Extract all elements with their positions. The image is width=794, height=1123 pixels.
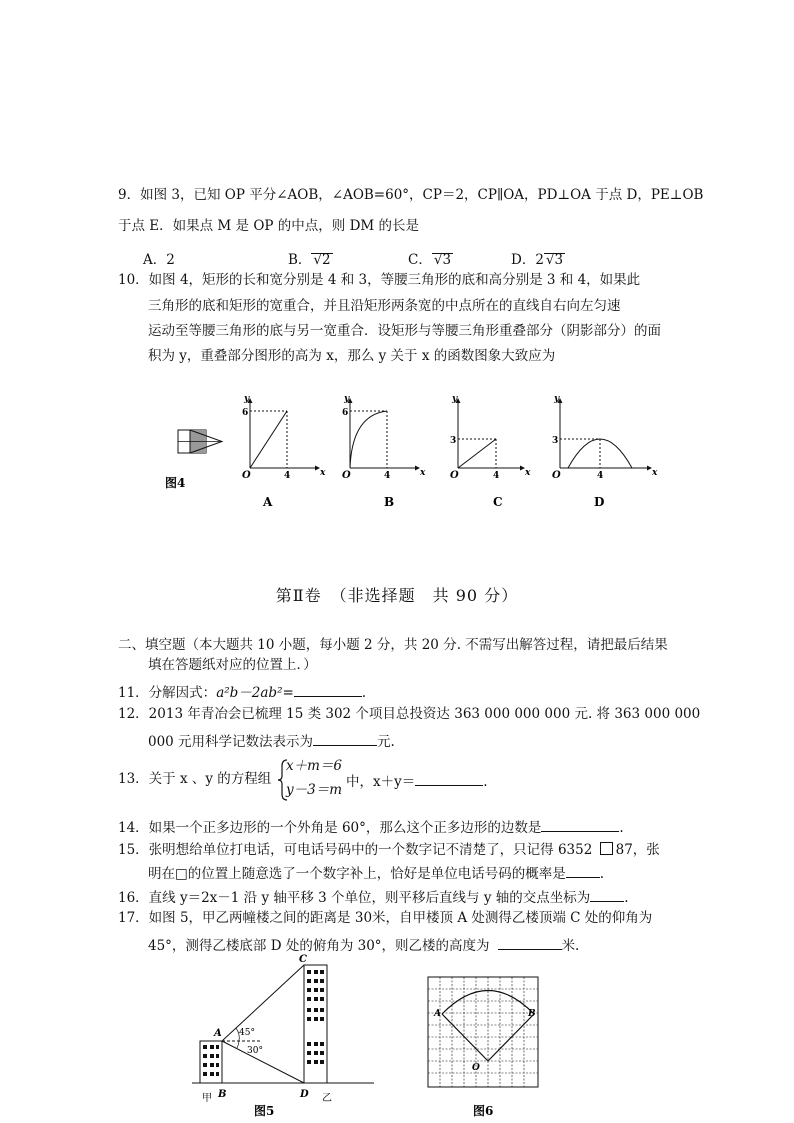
axis-y-label: y (344, 394, 350, 404)
tick-6: 6 (342, 408, 349, 418)
q14 (118, 819, 624, 836)
q17-text: 45°，测得乙楼底部 D 处的俯角为 30°，则乙楼的高度为 (148, 938, 490, 954)
graph-b-label: B (384, 495, 395, 509)
origin-label: O (552, 470, 561, 481)
q9-line2: 于点 E．如果点 M 是 OP 的中点，则 DM 的长是 (118, 218, 420, 234)
tick-3: 3 (552, 436, 559, 446)
q13-pre: 13．关于 x 、y 的方程组 (118, 771, 272, 787)
answer-blank[interactable] (498, 937, 562, 950)
graph-c (450, 394, 531, 481)
building-jia-label: 甲 (202, 1093, 212, 1104)
figure-4-label: 图4 (165, 476, 186, 490)
sqrt-symbol: √3 (545, 252, 564, 268)
figure-5 (192, 952, 377, 1122)
answer-blank[interactable] (313, 733, 377, 746)
origin-label: O (242, 470, 251, 481)
q13-mid: 中，x＋y＝ (346, 774, 416, 790)
period: . (483, 774, 488, 790)
q11 (118, 684, 366, 701)
point-o-label: O (472, 1063, 480, 1073)
q10-line2: 三角形的底和矩形的宽重合，并且沿矩形两条宽的中点所在的直线自右向左匀速 (148, 298, 621, 314)
q10-line1: 10．如图 4，矩形的长和宽分别是 4 和 3，等腰三角形的底和高分别是 3 和 4，如果此 (118, 272, 641, 288)
q9-option-c: C． √3 (408, 252, 452, 268)
q9-option-d: D．2 √3 (511, 252, 564, 268)
q15-line2 (148, 865, 604, 882)
origin-label: O (342, 470, 351, 481)
figure-4-graphs (160, 390, 660, 520)
missing-digit-box (600, 842, 613, 855)
tick-4: 4 (597, 471, 604, 481)
period: . (599, 866, 605, 882)
point-d-label: D (300, 1089, 309, 1100)
point-a-label: A (434, 1009, 441, 1019)
tick-4: 4 (284, 471, 291, 481)
q15-text2: 明在□的位置上随意选了一个数字补上，恰好是单位电话号码的概率是 (148, 866, 566, 882)
q17-unit: 米. (561, 938, 580, 954)
q15-text: 15．张明想给单位打电话，可电话号码中的一个数字记不清楚了，只记得 6352 (118, 842, 593, 858)
graph-a-label: A (263, 495, 273, 509)
q14-text: 14．如果一个正多边形的一个外角是 60°，那么这个正多边形的边数是 (118, 820, 542, 836)
figure-6-label: 图6 (473, 1104, 494, 1118)
figure-5-label: 图5 (254, 1104, 275, 1118)
answer-blank[interactable] (566, 865, 600, 878)
graph-d-label: D (594, 495, 605, 509)
q17-line1: 17．如图 5，甲乙两幢楼之间的距离是 30米，自甲楼顶 A 处测得乙楼顶端 C 处的仰角为 (118, 910, 653, 926)
part2-line2: 填在答题纸对应的位置上．） (148, 657, 317, 673)
figure-4-shape (178, 430, 222, 453)
graph-d (552, 394, 658, 481)
graph-c-label: C (493, 495, 503, 509)
q15-text-end: 87，张 (615, 842, 660, 858)
q16 (118, 889, 629, 906)
axis-x-label: x (320, 468, 326, 478)
period: . (619, 820, 624, 836)
figure-6 (425, 972, 550, 1122)
tick-4: 4 (384, 471, 391, 481)
tick-6: 6 (242, 408, 249, 418)
period: . (624, 890, 629, 906)
axis-x-label: x (420, 468, 426, 478)
q13-eq1: x＋m＝6 (286, 758, 343, 774)
grid (428, 977, 538, 1087)
answer-blank[interactable] (294, 684, 362, 697)
answer-blank[interactable] (415, 773, 483, 786)
q15-line1 (118, 842, 660, 858)
q12-line2 (148, 733, 395, 750)
q16-text: 16．直线 y＝2x－1 沿 y 轴平移 3 个单位，则平移后直线与 y 轴的交点坐标为 (118, 890, 591, 906)
tick-4: 4 (493, 471, 500, 481)
sqrt-symbol: √3 (433, 252, 452, 268)
axis-x-label: x (652, 468, 658, 478)
q11-expression: a²b－2ab²= (216, 685, 294, 701)
answer-blank[interactable] (590, 889, 624, 902)
q10-line4: 积为 y，重叠部分图形的高为 x，那么 y 关于 x 的函数图象大致应为 (148, 348, 556, 364)
q11-text: 11．分解因式： (118, 685, 217, 701)
q12-text: 000 元用科学记数法表示为 (148, 734, 314, 750)
graph-b (342, 394, 426, 481)
q13-post (346, 773, 488, 790)
axis-y-label: y (244, 394, 250, 404)
point-a-label: A (214, 1028, 222, 1039)
q9-line1: 9．如图 3，已知 OP 平分∠AOB，∠AOB=60°，CP＝2，CP∥OA，PD⊥OA 于点 D，PE⊥OB (118, 187, 704, 203)
q9-option-a: A．2 (143, 252, 175, 268)
axis-x-label: x (525, 468, 531, 478)
q13-eq2: y－3＝m (286, 782, 343, 798)
section-title: 第Ⅱ卷 （非选择题 共 90 分） (275, 586, 519, 605)
point-b-label: B (218, 1089, 227, 1100)
q10-line3: 运动至等腰三角形的底与另一宽重合．设矩形与等腰三角形重叠部分（阴影部分）的面 (148, 323, 661, 339)
answer-blank[interactable] (541, 819, 619, 832)
point-c-label: C (299, 954, 307, 965)
q12-line1: 12．2013 年青冶会已梳理 15 类 302 个项目总投资达 363 000 000 000 元. 将 363 000 000 (118, 706, 701, 722)
part2-line1: 二、填空题（本大题共 10 小题，每小题 2 分，共 20 分. 不需写出解答过程，请把最后结果 (118, 637, 668, 653)
q12-unit: 元. (377, 734, 395, 750)
q9-option-b: B． √2 (288, 252, 331, 268)
sqrt-symbol: √2 (313, 252, 331, 268)
period: . (361, 685, 367, 701)
angle-30-label: 30° (247, 1046, 263, 1056)
tick-3: 3 (450, 436, 457, 446)
graph-a (242, 394, 326, 481)
point-b-label: B (528, 1009, 536, 1019)
origin-label: O (450, 470, 459, 481)
axis-y-label: y (554, 394, 560, 404)
angle-45-label: 45° (239, 1028, 255, 1038)
building-yi-label: 乙 (322, 1093, 332, 1104)
axis-y-label: y (452, 394, 458, 404)
